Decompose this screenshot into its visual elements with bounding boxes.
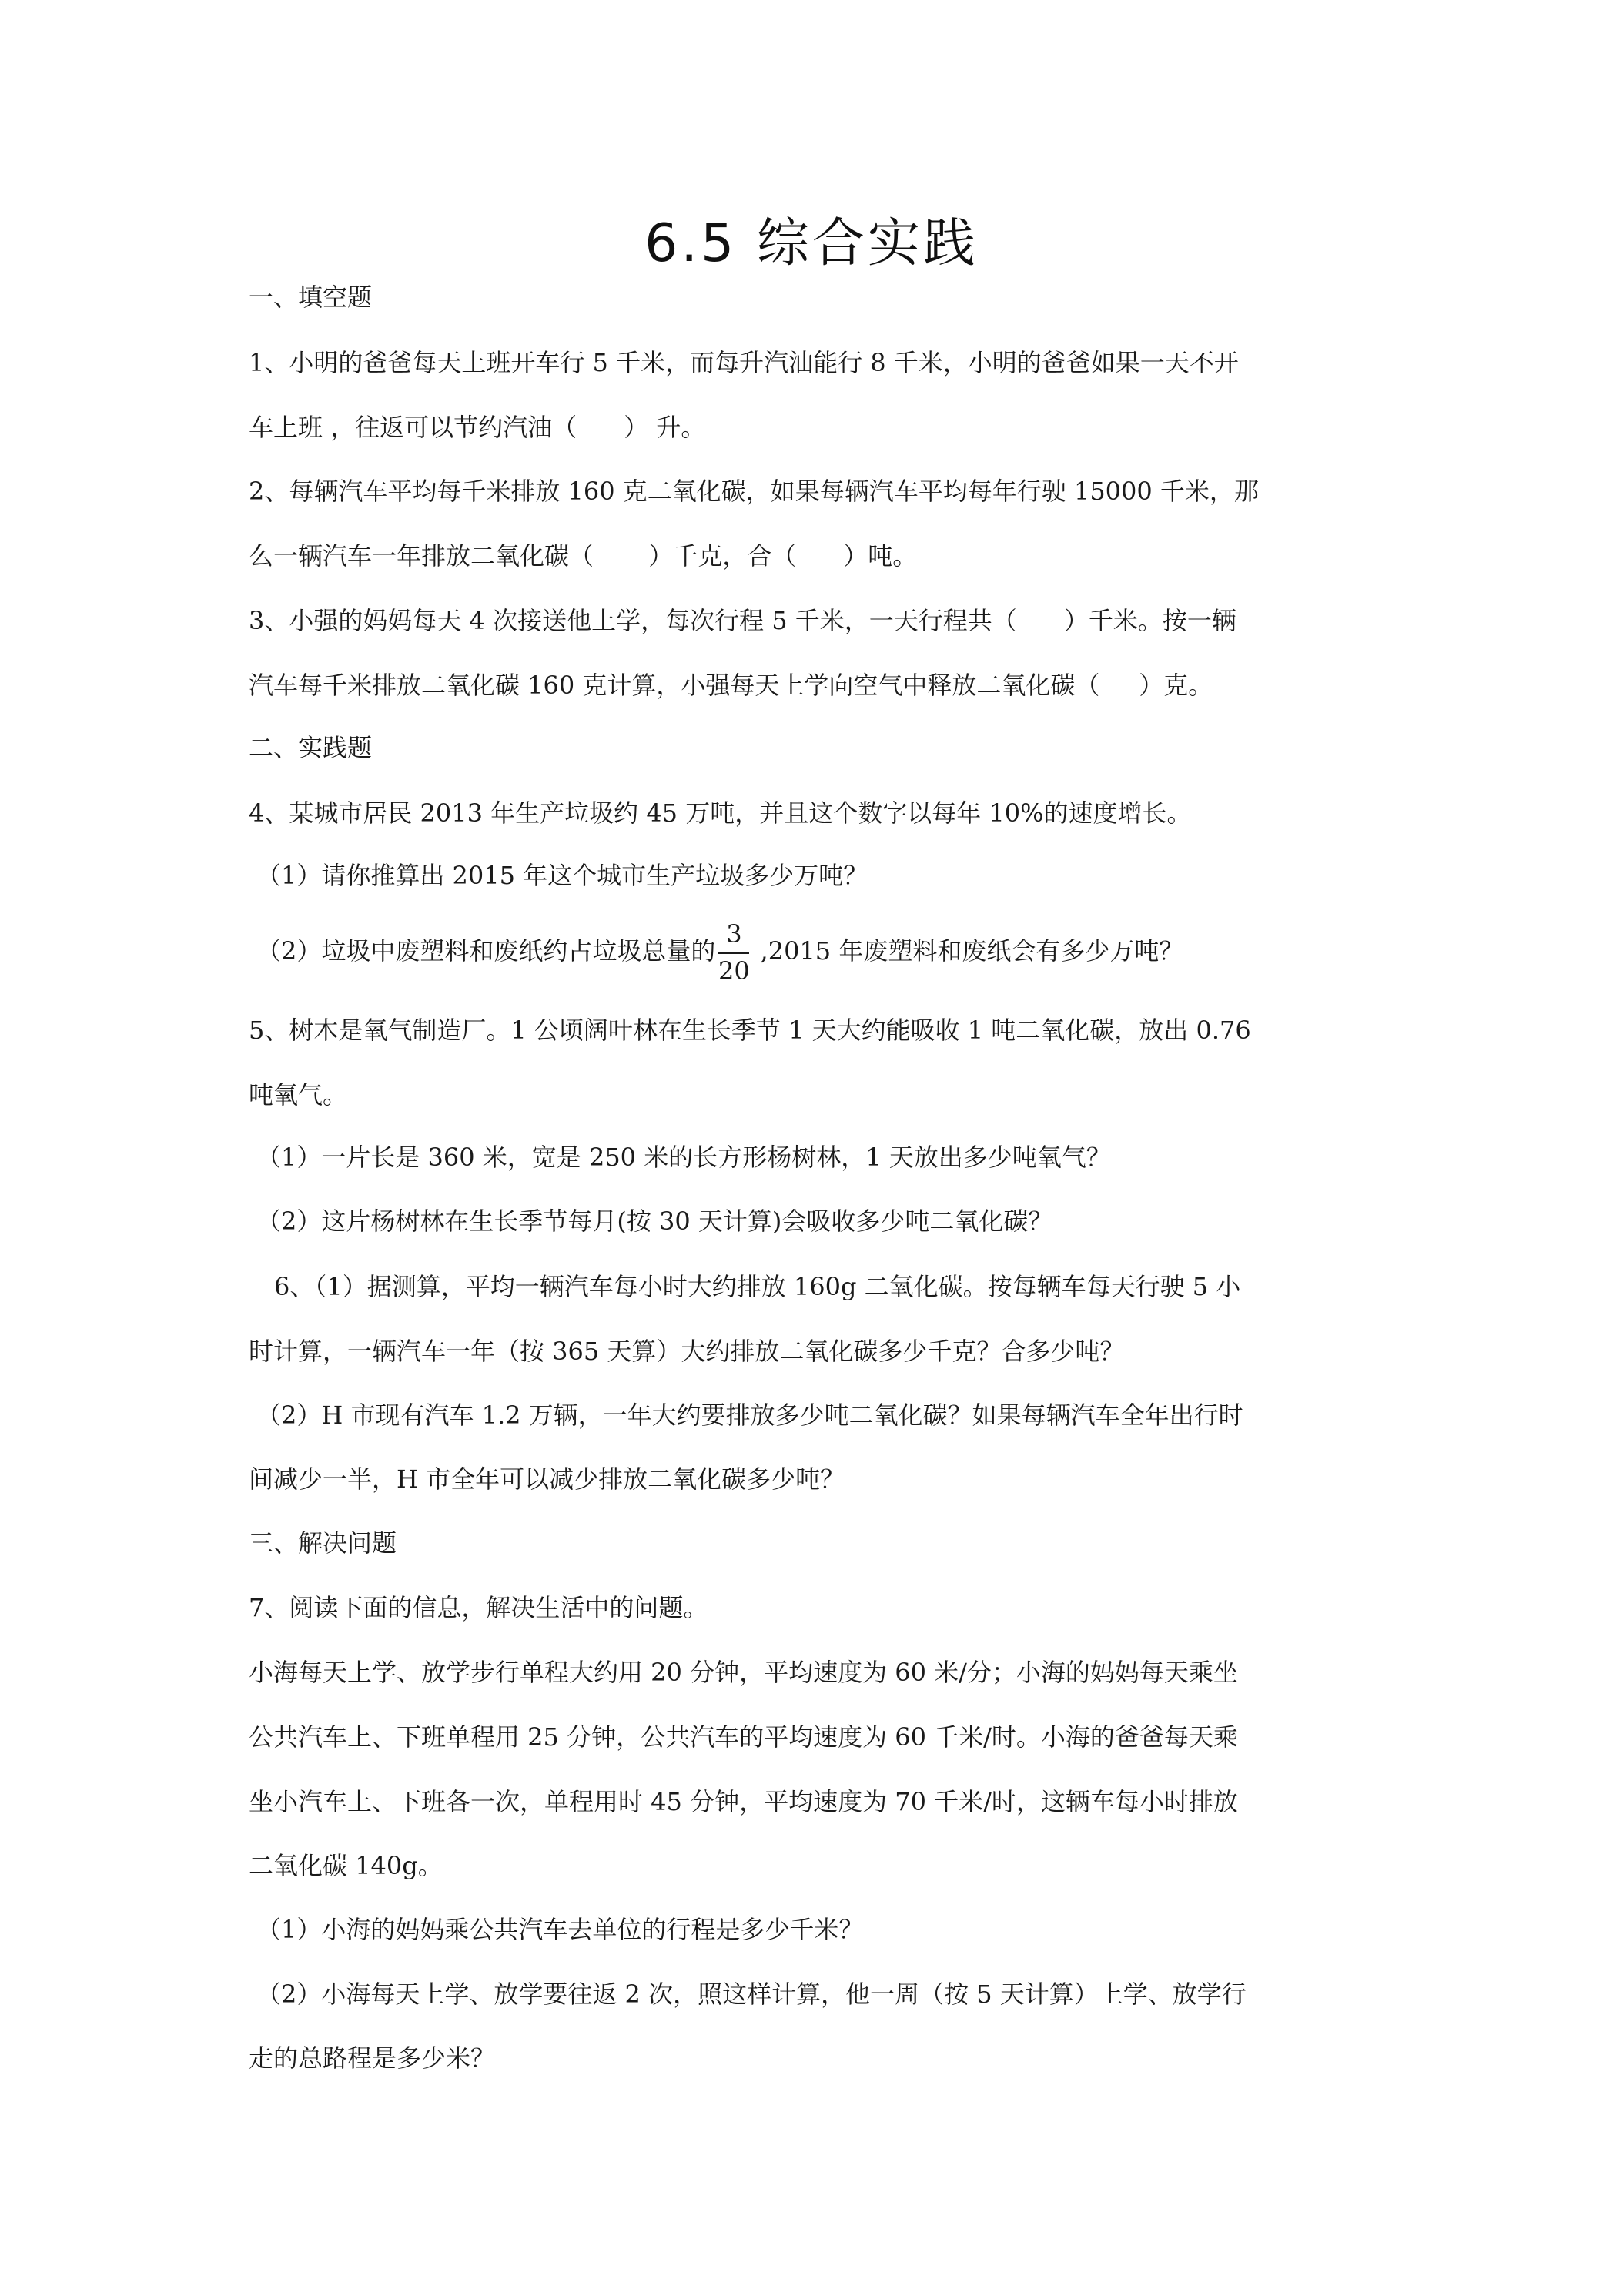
question-1-text-a: 车上班 ，往返可以节约汽油（ (249, 413, 577, 442)
question-3-line-1 (249, 605, 1236, 636)
question-4-part-2-text-b: ,2015 年废塑料和废纸会有多少万吨？ (752, 936, 1184, 966)
question-5-part-2: （2）这片杨树林在生长季节每月(按 30 天计算)会吸收多少吨二氧化碳？ (256, 1207, 1053, 1236)
question-7-info-line-2: 公共汽车上、下班单程用 25 分钟，公共汽车的平均速度为 60 千米/时。小海的爸爸每天乘 (249, 1722, 1238, 1752)
question-4-part-2-text-a: （2）垃圾中废塑料和废纸约占垃圾总量的 (256, 936, 716, 966)
section-heading-solve: 三、解决问题 (249, 1528, 397, 1558)
question-6-line-1: 6、（1）据测算，平均一辆汽车每小时大约排放 160g 二氧化碳。按每辆车每天行驶 5 小 (274, 1272, 1241, 1301)
question-2-text-b: ）千克，合（ (648, 541, 797, 571)
question-5-line-1: 5、树木是氧气制造厂。1 公顷阔叶林在生长季节 1 天大约能吸收 1 吨二氧化碳，放出 0.76 (249, 1016, 1251, 1045)
answer-blank (1099, 670, 1139, 701)
fraction (717, 919, 751, 988)
question-3-text-c: 汽车每千米排放二氧化碳 160 克计算，小强每天上学向空气中释放二氧化碳（ (249, 671, 1100, 700)
question-7-info-line-3: 坐小汽车上、下班各一次，单程用时 45 分钟，平均速度为 70 千米/时，这辆车每小时排放 (249, 1787, 1238, 1816)
question-3-text-a: 3、小强的妈妈每天 4 次接送他上学，每次行程 5 千米，一天行程共（ (249, 606, 1017, 635)
question-1-line-1: 1、小明的爸爸每天上班开车行 5 千米，而每升汽油能行 8 千米，小明的爸爸如果一天不开 (249, 348, 1239, 377)
answer-blank (594, 541, 648, 571)
section-heading-fill-in: 一、填空题 (249, 283, 373, 312)
question-7-part-2-line-1: （2）小海每天上学、放学要往返 2 次，照这样计算，他一周（按 5 天计算）上学、放学行 (256, 1980, 1247, 2009)
answer-blank (1017, 605, 1064, 636)
question-7-stem: 7、阅读下面的信息，解决生活中的问题。 (249, 1593, 708, 1622)
question-6-line-3: （2）H 市现有汽车 1.2 万辆，一年大约要排放多少吨二氧化碳？如果每辆汽车全年出行时 (256, 1401, 1243, 1430)
fraction-bar (718, 952, 749, 954)
question-3-text-b: ）千米。按一辆 (1063, 606, 1236, 635)
question-2-text-a: 么一辆汽车一年排放二氧化碳（ (249, 541, 594, 571)
question-5-line-2: 吨氧气。 (249, 1080, 348, 1110)
question-2-line-1: 2、每辆汽车平均每千米排放 160 克二氧化碳，如果每辆汽车平均每年行驶 15000 千米，那 (249, 477, 1259, 506)
question-6-line-4: 间减少一半，H 市全年可以减少排放二氧化碳多少吨？ (249, 1464, 845, 1494)
fraction-numerator: 3 (726, 919, 742, 949)
page-title: 6.5 综合实践 (644, 213, 979, 274)
question-2-text-c: ）吨。 (843, 541, 918, 571)
question-7-info-line-4: 二氧化碳 140g。 (249, 1851, 443, 1880)
question-2-line-2 (249, 541, 917, 571)
question-4-part-1: （1）请你推算出 2015 年这个城市生产垃圾多少万吨？ (256, 861, 868, 890)
question-4-part-2 (256, 916, 1183, 986)
answer-blank (577, 412, 624, 443)
question-3-line-2 (249, 670, 1213, 701)
question-5-part-1: （1）一片长是 360 米，宽是 250 米的长方形杨树林，1 天放出多少吨氧气？ (256, 1143, 1111, 1172)
question-7-info-line-1: 小海每天上学、放学步行单程大约用 20 分钟，平均速度为 60 米/分；小海的妈妈每天乘坐 (249, 1658, 1238, 1687)
question-4-stem: 4、某城市居民 2013 年生产垃圾约 45 万吨，并且这个数字以每年 10%的速度增长。 (249, 798, 1192, 828)
question-6-line-2: 时计算，一辆汽车一年（按 365 天算）大约排放二氧化碳多少千克？合多少吨？ (249, 1337, 1125, 1366)
section-heading-practice: 二、实践题 (249, 733, 373, 762)
question-3-text-d: ）克。 (1139, 671, 1213, 700)
question-7-part-1: （1）小海的妈妈乘公共汽车去单位的行程是多少千米？ (256, 1915, 864, 1944)
question-7-part-2-line-2: 走的总路程是多少米？ (249, 2043, 496, 2073)
question-1-line-2 (249, 412, 705, 443)
fraction-denominator: 20 (718, 956, 750, 986)
question-1-text-b: ） 升。 (624, 413, 706, 442)
answer-blank (796, 541, 843, 571)
